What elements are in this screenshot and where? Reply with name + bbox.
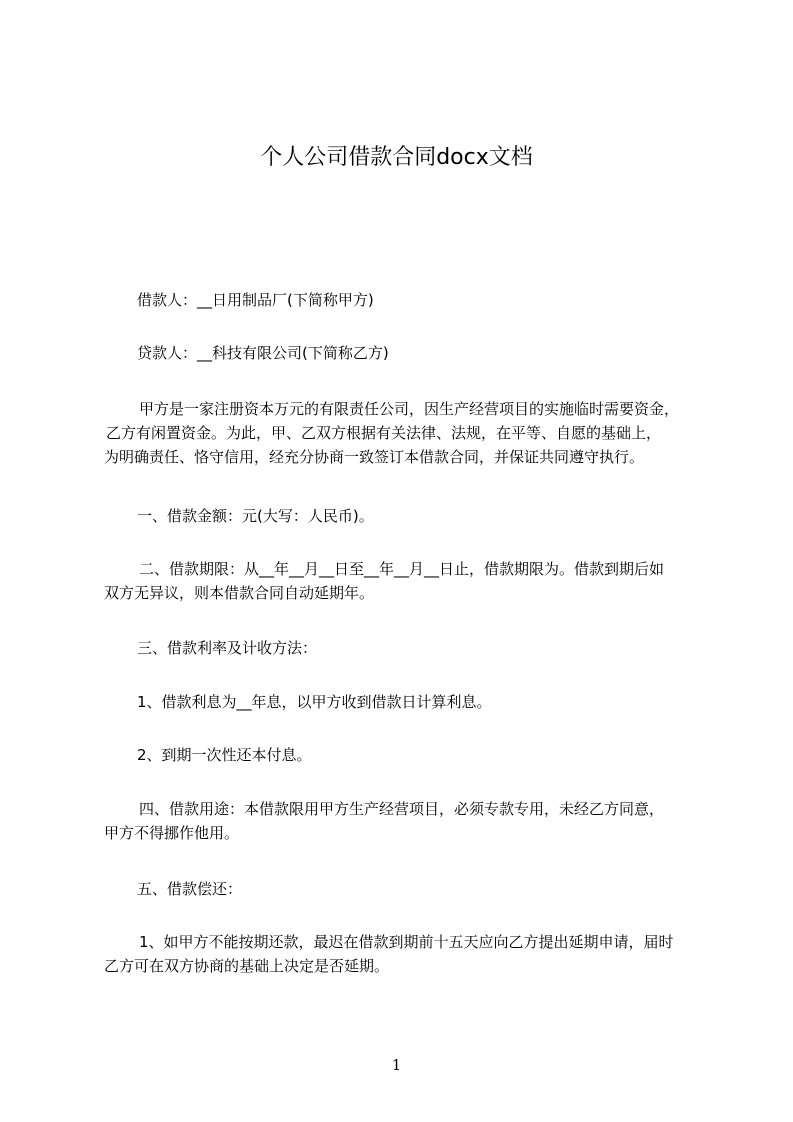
page-number: 1 <box>391 1056 402 1074</box>
section-4-purpose <box>104 797 704 845</box>
paragraph-line: 1、借款利息为__年息，以甲方收到借款日计算利息。 <box>137 693 492 711</box>
paragraph-line: 1、如甲方不能按期还款，最迟在借款到期前十五天应向乙方提出延期申请，届时 <box>139 933 674 951</box>
paragraph-preamble <box>104 397 704 469</box>
paragraph-line: 甲方不得挪作他用。 <box>104 824 240 842</box>
paragraph-line: 五、借款偿还： <box>137 880 243 898</box>
section-5-repayment <box>104 877 704 901</box>
paragraph-line: 2、到期一次性还本付息。 <box>137 746 312 764</box>
section-3-item-1 <box>104 690 704 714</box>
paragraph-line: 乙方可在双方协商的基础上决定是否延期。 <box>104 957 390 975</box>
paragraph-line: 贷款人：__科技有限公司(下简称乙方) <box>137 344 389 362</box>
paragraph-line: 乙方有闲置资金。为此，甲、乙双方根据有关法律、法规，在平等、自愿的基础上， <box>106 424 662 442</box>
section-1-amount <box>104 504 704 528</box>
paragraph-line: 四、借款用途：本借款限用甲方生产经营项目，必须专款专用，未经乙方同意， <box>139 800 665 818</box>
paragraph-borrower <box>104 288 704 312</box>
section-2-term <box>104 557 704 605</box>
paragraph-line: 为明确责任、恪守信用，经充分协商一致签订本借款合同，并保证共同遵守执行。 <box>104 448 645 466</box>
document-title: 个人公司借款合同docx文档 <box>260 145 533 170</box>
paragraph-line: 双方无异议，则本借款合同自动延期年。 <box>104 584 375 602</box>
paragraph-line: 借款人：__日用制品厂(下简称甲方) <box>137 291 374 309</box>
paragraph-line: 三、借款利率及计收方法： <box>137 639 318 657</box>
section-3-interest <box>104 636 704 660</box>
paragraph-line: 二、借款期限：从__年__月__日至__年__月__日止，借款期限为。借款到期后如 <box>139 560 665 578</box>
section-5-item-1 <box>104 930 704 978</box>
paragraph-line: 一、借款金额：元(大写：人民币)。 <box>137 507 374 525</box>
paragraph-lender <box>104 341 704 365</box>
section-3-item-2 <box>104 743 704 767</box>
paragraph-line: 甲方是一家注册资本万元的有限责任公司，因生产经营项目的实施临时需要资金， <box>139 400 680 418</box>
